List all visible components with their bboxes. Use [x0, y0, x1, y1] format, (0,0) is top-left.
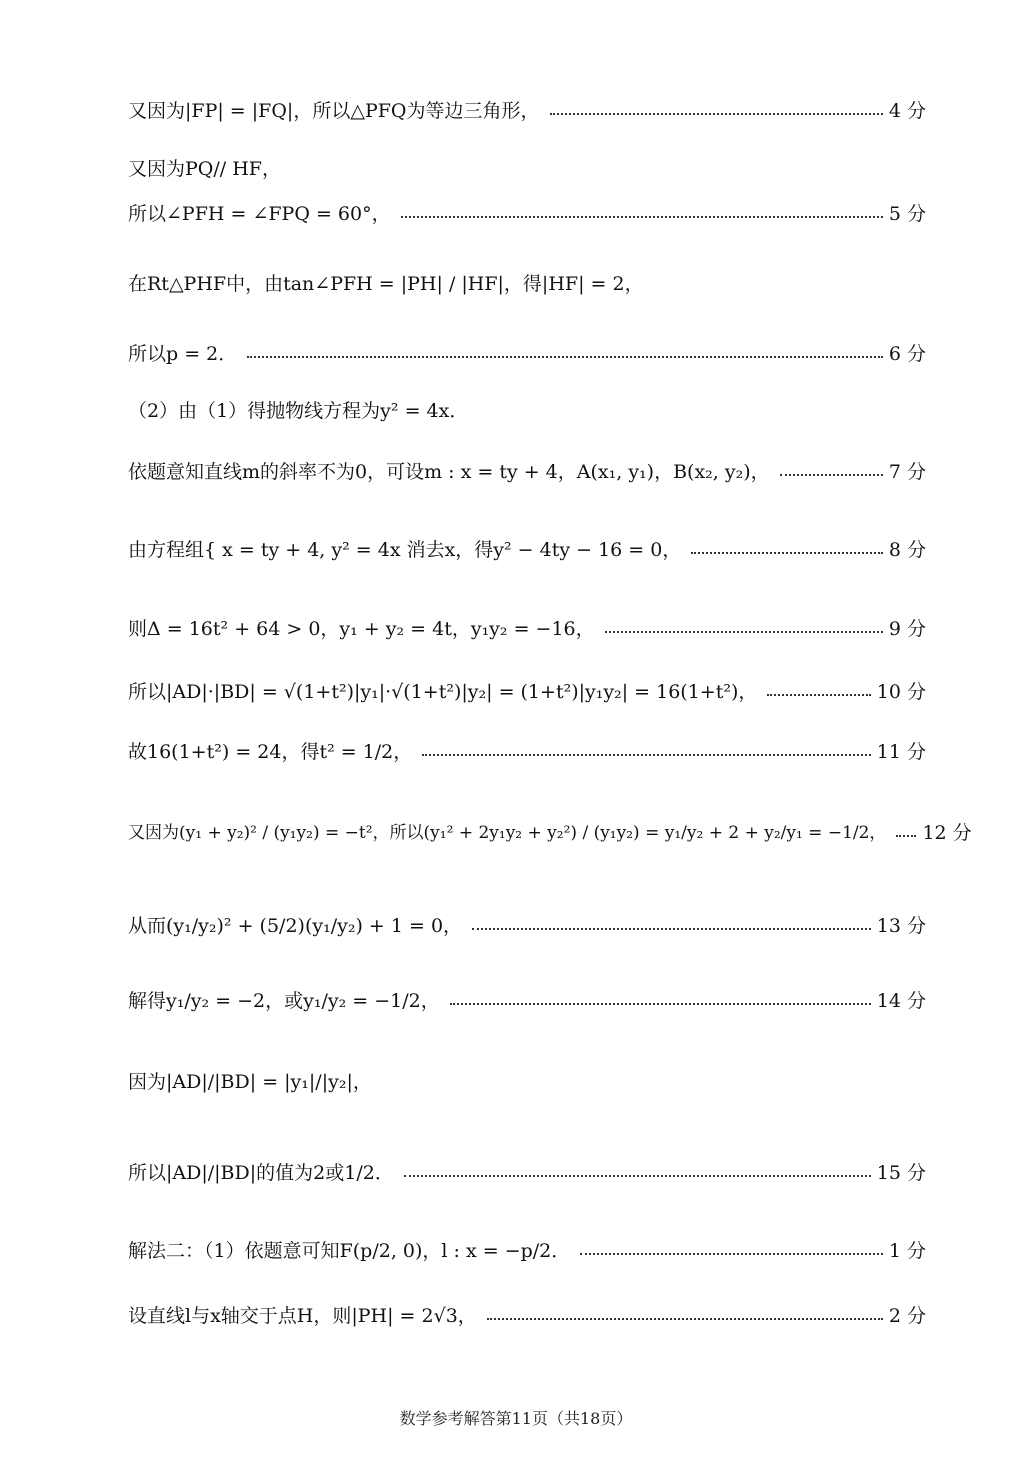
line-text: 则Δ = 16t² + 64 > 0，y₁ + y₂ = 4t，y₁y₂ = −16， [128, 618, 595, 640]
solution-line-11 [128, 741, 926, 764]
line-text: 由方程组{ x = ty + 4, y² = 4x 消去x，得y² − 4ty − 16 = 0， [128, 539, 682, 561]
score-label: 2 分 [888, 1305, 926, 1327]
leader-dots [472, 928, 871, 930]
score-label: 4 分 [888, 100, 926, 122]
score-label: 7 分 [888, 461, 926, 483]
leader-dots [896, 835, 916, 837]
line-text: 所以|AD|·|BD| = √(1+t²)|y₁|·√(1+t²)|y₂| = (1+t²)|y₁y₂| = 16(1+t²)， [128, 681, 758, 703]
line-text: 所以p = 2． [128, 343, 238, 365]
line-text: 又因为(y₁ + y₂)² / (y₁y₂) = −t²，所以(y₁² + 2y₁y₂ + y₂²) / (y₁y₂) = y₁/y₂ + 2 + y₂/y₁ = −1/2， [128, 823, 887, 844]
leader-dots [422, 754, 871, 756]
leader-dots [401, 216, 883, 218]
solution-line-6 [128, 400, 926, 423]
line-text: 从而(y₁/y₂)² + (5/2)(y₁/y₂) + 1 = 0， [128, 915, 463, 937]
solution-line-1 [128, 100, 926, 123]
leader-dots [550, 113, 883, 115]
solution-line-2 [128, 158, 926, 181]
score-label: 11 分 [876, 741, 926, 763]
line-text: 又因为|FP| = |FQ|，所以△PFQ为等边三角形， [128, 100, 540, 122]
solution-line-13 [128, 915, 926, 938]
score-label: 15 分 [876, 1162, 926, 1184]
leader-dots [450, 1003, 871, 1005]
score-label: 14 分 [876, 990, 926, 1012]
solution-line-14 [128, 990, 926, 1013]
score-label: 13 分 [876, 915, 926, 937]
leader-dots [247, 356, 883, 358]
leader-dots [780, 474, 883, 476]
line-text: 解法二：（1）依题意可知F(p/2, 0)，l : x = −p/2． [128, 1240, 571, 1262]
line-text: 又因为PQ// HF， [128, 158, 281, 180]
line-text: （2）由（1）得抛物线方程为y² = 4x． [128, 400, 469, 422]
leader-dots [767, 694, 870, 696]
leader-dots [691, 552, 883, 554]
line-text: 依题意知直线m的斜率不为0，可设m : x = ty + 4，A(x₁, y₁)，B(x₂, y₂)， [128, 461, 770, 483]
solution-line-12 [128, 822, 972, 845]
leader-dots [487, 1318, 883, 1320]
page-footer: 数学参考解答第11页（共18页） [399, 1409, 633, 1428]
score-label: 6 分 [888, 343, 926, 365]
score-label: 8 分 [888, 539, 926, 561]
leader-dots [605, 631, 883, 633]
leader-dots [404, 1175, 871, 1177]
line-text: 解得y₁/y₂ = −2，或y₁/y₂ = −1/2， [128, 990, 440, 1012]
solution-line-5 [128, 343, 926, 366]
solution-line-8 [128, 539, 926, 562]
line-text: 设直线l与x轴交于点H，则|PH| = 2√3， [128, 1305, 477, 1327]
score-label: 1 分 [888, 1240, 926, 1262]
score-label: 9 分 [888, 618, 926, 640]
solution-line-15 [128, 1071, 926, 1094]
solution-line-16 [128, 1162, 926, 1185]
solution-line-18 [128, 1305, 926, 1328]
line-text: 因为|AD|/|BD| = |y₁|/|y₂|， [128, 1071, 372, 1093]
solution-line-10 [128, 681, 926, 704]
score-label: 12 分 [922, 822, 972, 844]
solution-line-17 [128, 1240, 926, 1263]
line-text: 所以|AD|/|BD|的值为2或1/2． [128, 1162, 394, 1184]
score-label: 10 分 [876, 681, 926, 703]
solution-line-9 [128, 618, 926, 641]
score-label: 5 分 [888, 203, 926, 225]
line-text: 在Rt△PHF中，由tan∠PFH = |PH| / |HF|，得|HF| = 2， [128, 273, 644, 295]
line-text: 所以∠PFH = ∠FPQ = 60°， [128, 203, 391, 225]
solution-line-3 [128, 203, 926, 226]
solution-line-4 [128, 273, 926, 296]
line-text: 故16(1+t²) = 24，得t² = 1/2， [128, 741, 413, 763]
leader-dots [580, 1253, 883, 1255]
solution-line-7 [128, 461, 926, 484]
